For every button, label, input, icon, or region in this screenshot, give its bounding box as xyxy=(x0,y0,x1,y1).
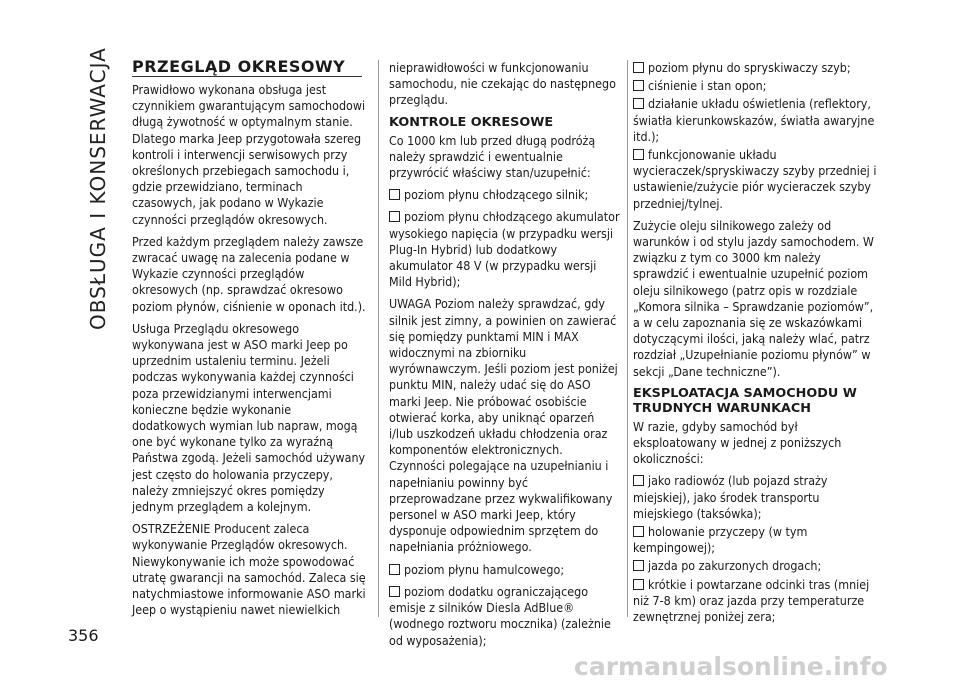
checkbox-icon xyxy=(633,475,644,486)
checklist-item: poziom płynu chłodzącego akumulator wysokiego napięcia (w przypadku wersji Plug-In Hybrid) lub dodatkowy akumulator 48 V (w przypadku wersji Mild Hybrid); xyxy=(389,209,620,290)
paragraph: Prawidłowo wykonana obsługa jest czynnikiem gwarantującym samochodowi długą żywotność w optymalnym stanie. Dlatego marka Jeep przygotowała szereg kontroli i interwencji serwisowych przy określonych przebiegach samochodu i, gdzie przewidziano, terminach czasowych, jak podano w Wykazie czynności przeglądów okresowych. xyxy=(132,82,366,227)
checkbox-icon xyxy=(389,564,400,575)
checkbox-icon xyxy=(389,189,400,200)
column-1 xyxy=(132,82,366,625)
paragraph: W razie, gdyby samochód był eksploatowany w jednej z poniższych okoliczności: xyxy=(633,418,842,467)
paragraph: OSTRZEŻENIE Producent zaleca wykonywanie Przeglądów okresowych. Niewykonywanie ich może spowodować utratę gwarancji na samochód. Zaleca się natychmiastowe informowanie ASO marki Jeep o wystąpieniu nawet niewielkich xyxy=(132,521,366,618)
paragraph: Usługa Przeglądu okresowego wykonywana jest w ASO marki Jeep po uprzednim ustaleniu terminu. Jeżeli podczas wykonywania każdej czynności poza przewidzianymi interwencjami konieczne będzie wykonanie dodatkowych wymian lub napraw, mogą one być wykonane tylko za wyraźną Państwa zgodą. Jeżeli samochód używany jest często do holowania przyczepy, należy zmniejszyć okres pomiędzy jednym przeglądem a kolejnym. xyxy=(132,320,366,515)
checklist-item: poziom płynu hamulcowego; xyxy=(389,562,621,578)
page-title: PRZEGLĄD OKRESOWY xyxy=(132,57,346,76)
section-side-label: OBSŁUGA I KONSERWACJA xyxy=(86,47,110,330)
section-heading-eksploatacja: EKSPLOATACJA SAMOCHODU W TRUDNYCH WARUNKACH xyxy=(633,385,857,416)
checklist-item: poziom dodatku ograniczającego emisje z silników Diesla AdBlue® (wodnego roztworu mocznika) (zależnie od wyposażenia); xyxy=(389,583,611,648)
checkbox-icon xyxy=(633,62,644,73)
checkbox-icon xyxy=(633,579,644,590)
checklist-item: funkcjonowanie układu wycieraczek/spryskiwaczy szyby przedniej i ustawienie/zużycie piór wycieraczek szyby przedniej/tylnej. xyxy=(633,147,877,211)
column-divider xyxy=(627,60,628,617)
checklist-item: poziom płynu chłodzącego silnik; xyxy=(389,187,621,203)
checklist-item: jako radiowóz (lub pojazd straży miejskiej), jako środek transportu miejskiego (taksówka); xyxy=(633,473,828,521)
note-paragraph: UWAGA Poziom należy sprawdzać, gdy silnik jest zimny, a powinien on zawierać się pomiędzy punktami MIN i MAX widocznymi na zbiorniku wyrównawczym. Jeśli poziom jest poniżej punktu MIN, należy udać się do ASO marki Jeep. Nie próbować osobiście otwierać korka, aby uniknąć oparzeń i/lub uszkodzeń układu chłodzenia oraz komponentów elektronicznych. Czynności polegające na uzupełnianiu i napełnianiu powinny być przeprowadzane przez wykwalifikowany personel w ASO marki Jeep, który dysponuje odpowiednim sprzętem do napełniania próżniowego. xyxy=(389,296,618,555)
section-heading-kontrole: KONTROLE OKRESOWE xyxy=(389,114,554,130)
checklist-item: jazda po zakurzonych drogach; xyxy=(633,558,878,574)
watermark: carmanualsonline.info xyxy=(574,652,888,681)
column-2 xyxy=(389,60,621,655)
paragraph: Zużycie oleju silnikowego zależy od warunków i od stylu jazdy samochodem. W związku z tym co 3000 km należy sprawdzić i ewentualnie uzupełnić poziom oleju silnikowego (patrz opis w rozdziale „Komora silnika – Sprawdzanie poziomów”, a w celu zapoznania się ze wskazówkami dotyczącymi ilości, jaką należy wlać, patrz rozdział „Uzupełnianie poziomu płynów” w sekcji „Dane techniczne”). xyxy=(633,217,874,379)
paragraph: Co 1000 km lub przed długą podróżą należy sprawdzić i ewentualnie przywrócić właściwy stan/uzupełnić: xyxy=(389,132,596,181)
checkbox-icon xyxy=(633,526,644,537)
checklist-item: holowanie przyczepy (w tym kempingowej); xyxy=(633,524,808,556)
checkbox-icon xyxy=(633,149,644,160)
checkbox-icon xyxy=(633,560,644,571)
page-number: 356 xyxy=(68,626,99,645)
paragraph: Przed każdym przeglądem należy zawsze zwracać uwagę na zalecenia podane w Wykazie czynności przeglądów okresowych (np. sprawdzać okresowo poziom płynów, ciśnienie w oponach itd.). xyxy=(132,233,366,314)
checkbox-icon xyxy=(633,80,644,91)
column-3 xyxy=(633,60,878,631)
checkbox-icon xyxy=(633,98,644,109)
checklist-item: ciśnienie i stan opon; xyxy=(633,78,878,94)
checklist-item: poziom płynu do spryskiwaczy szyb; xyxy=(633,60,878,76)
paragraph: nieprawidłowości w funkcjonowaniu samochodu, nie czekając do następnego przeglądu. xyxy=(389,60,616,108)
column-divider xyxy=(378,60,379,617)
checklist-item: działanie układu oświetlenia (reflektory, światła kierunkowskazów, światła awaryjne itd.); xyxy=(633,96,875,144)
title-underline xyxy=(132,76,362,77)
checkbox-icon xyxy=(389,586,400,597)
checklist-item: krótkie i powtarzane odcinki tras (mniej niż 7-8 km) oraz jazda przy temperaturze zewnętrznej poniżej zera; xyxy=(633,576,870,625)
checkbox-icon xyxy=(389,211,400,222)
